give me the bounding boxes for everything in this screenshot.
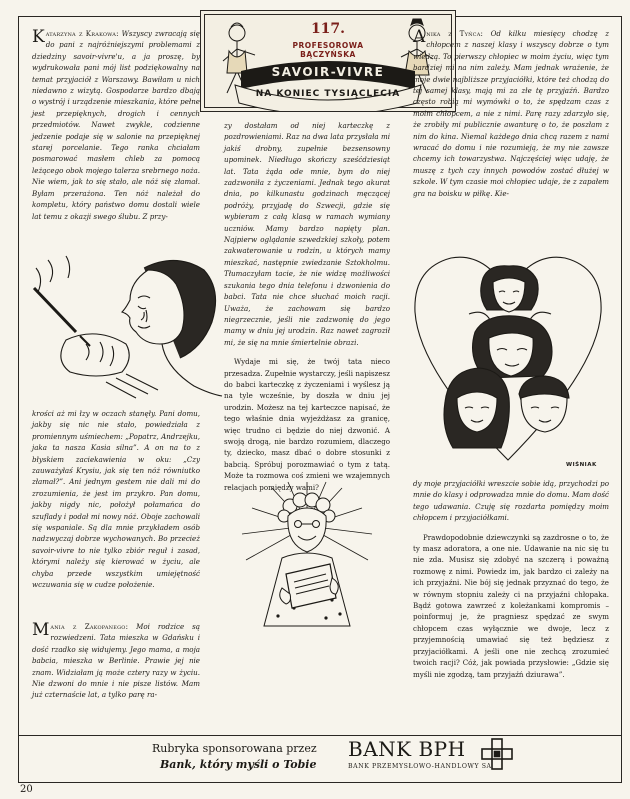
letter-body-continued: krości aż mi łzy w oczach stanęły. Pani domu, jakby się nic nie stało, powiedziała z promiennym uśmiechem: „Popatrz, Andrzejku, jaka ta nasza Kasia silna”. A on na to z błyskiem zaciekawienia w oku: „Czy zauważyłaś Krysiu, jak się ten nóż równiutko złamał?”. Ani jednym gestem nie dali mi do zrozumienia, że jest im przykro. Pan domu, jakby nigdy nic, położył połamańca do szuflady i podał mi nowy nóż. Oboje zachowali się wspaniale. Są dla mnie przykładem osób nadzwyczaj dobrze wychowanych. Bo przecież savoir-vivre to nie tylko zbiór reguł i zasad, którymi należy się kierować w życiu, ale chyba przede wszystkim umiejętność wczuwania się w cudze położenie.	[32, 409, 200, 590]
letter-anika	[413, 28, 609, 199]
letter-katarzyna	[32, 28, 200, 222]
woman-crying-illustration	[26, 248, 226, 406]
bank-subtitle: BANK PRZEMYSŁOWO-HANDLOWY SA	[348, 763, 492, 770]
sponsor-text: Rubryka sponsorowana przez	[152, 742, 317, 755]
column-number: 117.	[310, 21, 346, 37]
letter-body-continued: zy dostałam od niej karteczkę z pozdrowieniami. Raz na dwa lata przysłała mi jakiś drobny, zupełnie bezsensowny upominek. Niedługo skończy sześćdziesiąt lat. Tata żąda ode mnie, bym do niej zadzwoniła z życzeniami. Jednak tego akurat dnia, po kilkunastu godzinach męczącej podróży, przyjadę do Szwecji, gdzie się wybieram z całą klasą w ramach wymiany uczniów. Mamy bardzo napięty plan. Najpierw oglądanie szwedzkiej szkoły, potem zakwaterowanie u rodzin, u których mamy mieszkać, następnie zwiedzanie Sztokholmu. Tłumaczyłam tacie, że nie widzę możliwości szukania tego dnia telefonu i dzwonienia do babci. Tata nie chce słuchać moich racji. Uważa, że zachowam się bardzo niegrzecznie, jeśli nie zadzwonię do jego mamy w dniu jej urodzin. Raz nawet zagroził mi, że się na mnie śmiertelnie obrazi.	[224, 121, 390, 347]
column-author: PROFESOROWA BĄCZYŃSKA	[292, 41, 364, 59]
artist-signature: WIŚNIAK	[566, 462, 597, 468]
bank-logo-icon	[480, 737, 514, 771]
answer-anika: Prawdopodobnie dziewczynki są zazdrosne o to, że ty masz adoratora, a one nie. Udawanie na nic się tu nie zda. Musisz się zdobyć na szczerą i poważną rozmowę z nimi. Powiedz im, jak bardzo ci zależy na ich przyjaźni. Nie bój się jednak przyznać do tego, że w równym stopniu zależy ci na przyjaźni chłopaka. Bądź gotowa zawrzeć z koleżankami kompromis – poinformuj je, że pragniesz spędzać ze swym chłopcem czas wyłącznie we dwoje, lecz z przyjemnością umawiać się też będziesz z przyjaciółkami. A jeśli one nie zechcą zrozumieć twoich racji? Cóż, jak powiada przysłowie: „Gdzie się myśli nie zgodzą, tam przyjaźń dziurawa”.	[413, 532, 609, 679]
heart-girls-illustration	[405, 252, 611, 474]
banner-bottom-text: NA KONIEC TYSIĄCLECIA	[255, 89, 401, 99]
drop-cap: M	[32, 620, 50, 640]
banner-top-text: SAVOIR-VIVRE	[271, 65, 385, 79]
letter-signature: nika z Tyńca:	[426, 29, 484, 38]
sponsor-footer	[18, 734, 622, 783]
page-number: 20	[20, 784, 33, 795]
letter-signature: atarzyna z Krakowa:	[45, 29, 119, 38]
drop-cap: K	[32, 27, 45, 47]
letter-body: Od kilku miesięcy chodzę z chłopcem z naszej klasy i wszyscy dobrze o tym wiedzą. To pierwszy chłopiec w moim życiu, więc tym bardziej mi na nim zależy. Mam jednak wrażenie, że moje dwie najbliższe przyjaciółki, które też chodzą do tej samej klasy, mają mi za złe tę przyjaźń. Bardzo często robią mi wymówki o to, że spędzam czas z moim chłopcem, a nie z nimi. Parę razy zdarzyło się, że zrobiły mi publicznie awanturę o to, że poszłam z nim do kina. Niemal każdego dnia chcą razem z nami wracać do domu i nie rozumieją, że my nie zawsze chcemy ich towarzystwa. Najczęściej więc udaję, że muszę z tych czy innych powodów zostać dłużej w szkole. W tym czasie moi chłopiec udaje, że z zapałem gra na boisku w piłkę. Kie-	[413, 29, 609, 198]
letter-katarzyna-continued	[32, 408, 200, 591]
drop-cap: A	[413, 27, 426, 47]
letter-anika-continued	[413, 478, 609, 680]
letter-signature: ania z Zakopanego:	[50, 622, 129, 631]
sponsor-slogan: Bank, który myśli o Tobie	[160, 758, 317, 771]
woman-reading-letter-illustration	[232, 478, 382, 628]
letter-body-continued: dy moje przyjaciółki wreszcie sobie idą, przychodzi po mnie do klasy i odprowadza mnie do domu. Mam dość tego udawania. Czuję się rozdarta pomiędzy moim chłopcem i przyjaciółkami.	[413, 479, 609, 523]
letter-body: Moi rodzice są rozwiedzeni. Tata mieszka w Gdańsku i dość rzadko się widujemy. Jego mama, a moja babcia, mieszka w Berlinie. Prawie jej nie znam. Widziałam ją może cztery razy w życiu. Nie dzwoni do mnie i nie pisze listów. Mam już czternaście lat, a tylko parę ra-	[32, 622, 201, 700]
letter-body: Wszyscy zwracają się do pani z najróżniejszymi problemami z dziedziny savoir-vivre'u, a ja proszę, by wydrukowała pani mój list podziękowalny na temat przyjaciół z Warszawy. Bawiłam u nich niedawno z wizytą. Gospodarze bardzo dbają o wystrój i urządzenie mieszkania, które pełne jest przepięknych, drogich i cennych przedmiotów. Nawet zwykle, codzienne jedzenie podaje się w salonie na przepięknej starej porcelanie. Tego ranka chciałam posmarować masłem chleb za pomocą leżącego obok mojego talerza srebrnego noża. Nie wiem, jak to się stało, ale nóż się złamał. Byłam przerażona. Ten nóż należał do kompletu, który państwo domu dostali wiele lat temu z okazji swego ślubu. Z przy-	[32, 29, 200, 221]
letter-mania	[32, 621, 200, 701]
answer-mania: Wydaje mi się, że twój tata nieco przesadza. Zupełnie wystarczy, jeśli napiszesz do babci karteczkę z życzeniami i wyślesz ją na tyle wcześnie, by doszła w dniu jej urodzin. Możesz na tej karteczce napisać, że tego właśnie dnia wyjeżdżasz za granicę, więc trudno ci będzie do niej dzwonić. A swoją drogą, nie bardzo rozumiem, dlaczego ty, dziecko, masz dbać o dobre stosunki z babcią. Spróbuj porozmawiać o tym z tatą. Może ta rozmowa coś zmieni we wzajemnych relacjach pomiędzy wami?	[224, 357, 390, 492]
letter-mania-continued	[224, 120, 390, 493]
bank-name: BANK BPH	[348, 737, 466, 761]
